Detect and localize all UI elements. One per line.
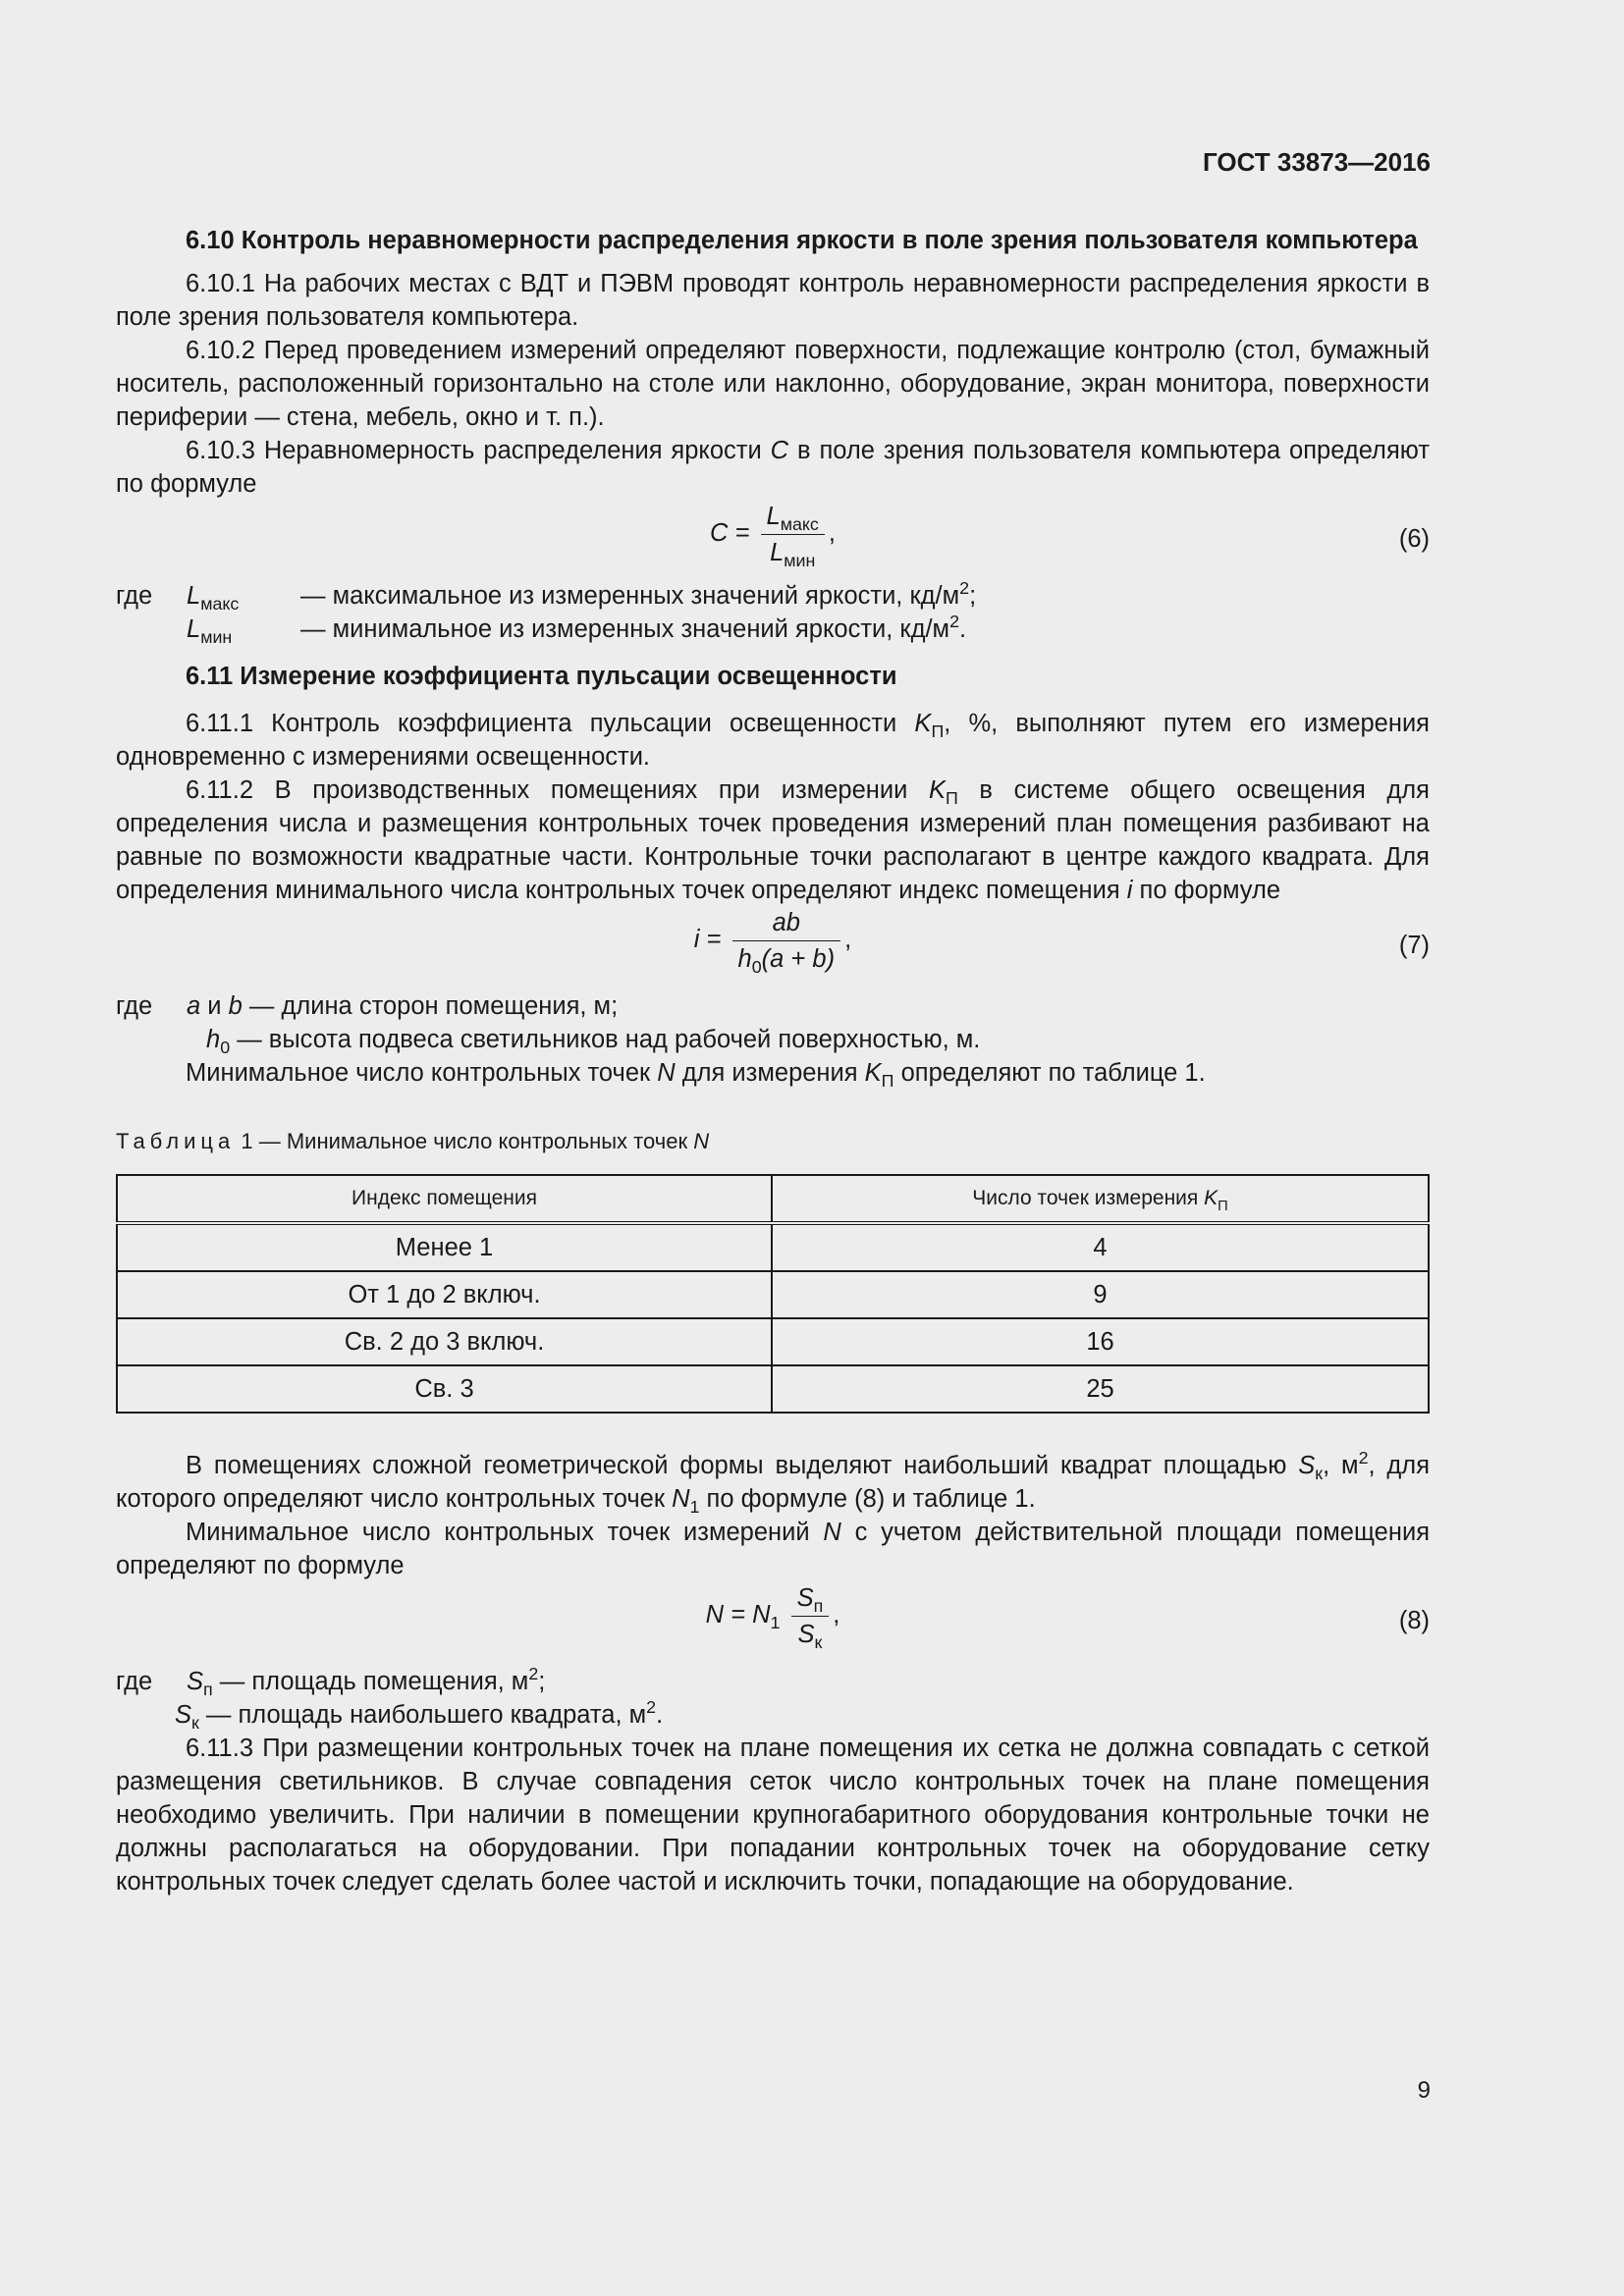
formula-number-7: (7): [1398, 932, 1430, 959]
table-row: Менее 1 4: [117, 1223, 1429, 1271]
formula-number-6: (6): [1398, 525, 1430, 553]
table-row: Св. 2 до 3 включ. 16: [117, 1318, 1429, 1365]
paragraph-min-points: Минимальное число контрольных точек N для измерения $K_П$ определяют по таблице 1.: [186, 1059, 1206, 1091]
where-block-6: где $L_{макс}$ — максимальное из измеренных значений яркости, $кд/м^2$; $L_{мин}$ — минимальное из измеренных значений яркости, $кд/м^2$.: [116, 578, 977, 647]
section-6-10-title: 6.10 Контроль неравномерности распределения яркости в поле зрения пользователя компьютера: [186, 227, 1418, 254]
paragraph-6-10-2: 6.10.2 Перед проведением измерений определяют поверхности, подлежащие контролю (стол, бумажный носитель, расположенный горизонтально на столе или наклонно, оборудование, экран монитора, поверхности периферии — стена, мебель, окно и т. п.).: [116, 337, 1430, 431]
table-header-points: Число точек измерения $K_П$: [772, 1175, 1429, 1223]
section-6-11-title: 6.11 Измерение коэффициента пульсации освещенности: [186, 663, 897, 690]
table-1: [116, 1174, 1430, 1414]
paragraph-complex-rooms: В помещениях сложной геометрической формы выделяют наибольший квадрат площадью $S_к$, $м^2$, для которого определяют число контрольных точек $N_1$ по формуле (8) и таблице 1.: [116, 1448, 1430, 1517]
where-block-8: где $S_п$ — площадь помещения, $м^2$; $S_к$ — площадь наибольшего квадрата, $м^2$.: [116, 1664, 664, 1733]
table-row: От 1 до 2 включ. 9: [117, 1271, 1429, 1318]
paragraph-min-points-area: Минимальное число контрольных точек измерений N с учетом действительной площади помещения определяют по формуле: [116, 1519, 1430, 1579]
formula-6: C = $\frac{L_{макс}}{L_{мин}}$ , (6): [710, 503, 1430, 570]
formula-number-8: (8): [1398, 1607, 1430, 1634]
where-block-7: где a и b — длина сторон помещения, м; $h_0$ — высота подвеса светильников над рабочей поверхностью, м.: [116, 992, 981, 1057]
paragraph-6-10-3: 6.10.3 Неравномерность распределения яркости C в поле зрения пользователя компьютера определяют по формуле: [116, 437, 1430, 498]
formula-8: $N = N_1$ $\frac{S_п}{S_к}$ , (8): [705, 1584, 1430, 1652]
table-caption: Таблица 1 — Минимальное число контрольных точек N: [116, 1129, 710, 1153]
paragraph-6-11-2: 6.11.2 В производственных помещениях при измерении $K_П$ в системе общего освещения для определения числа и размещения контрольных точек проведения измерений план помещения разбивают на равные по возможности квадратные части. Контрольные точки располагают в центре каждого квадрата. Для определения минимального числа контрольных точек определяют индекс помещения i по формуле: [116, 776, 1430, 904]
paragraph-6-10-1: 6.10.1 На рабочих местах с ВДТ и ПЭВМ проводят контроль неравномерности распределения яркости в поле зрения пользователя компьютера.: [116, 270, 1430, 331]
table-header-index: Индекс помещения: [117, 1175, 772, 1223]
page-content: [116, 224, 1430, 1898]
page-number: 9: [1417, 2077, 1431, 2104]
table-row: Св. 3 25: [117, 1365, 1429, 1413]
document-header: ГОСТ 33873—2016: [1203, 147, 1431, 177]
paragraph-6-11-1: 6.11.1 Контроль коэффициента пульсации освещенности $K_П$, %, выполняют путем его измерения одновременно с измерениями освещенности.: [116, 710, 1430, 771]
paragraph-6-11-3: 6.11.3 При размещении контрольных точек на плане помещения их сетка не должна совпадать с сеткой размещения светильников. В случае совпадения сеток число контрольных точек на плане помещения необходимо увеличить. При наличии в помещении крупногабаритного оборудования контрольные точки не должны располагаться на оборудовании. При попадании контрольных точек на оборудование сетку контрольных точек следует сделать более частой и исключить точки, попадающие на оборудование.: [116, 1735, 1430, 1896]
formula-7: i = $\frac{ab}{h_0(a + b)}$ , (7): [693, 909, 1430, 977]
